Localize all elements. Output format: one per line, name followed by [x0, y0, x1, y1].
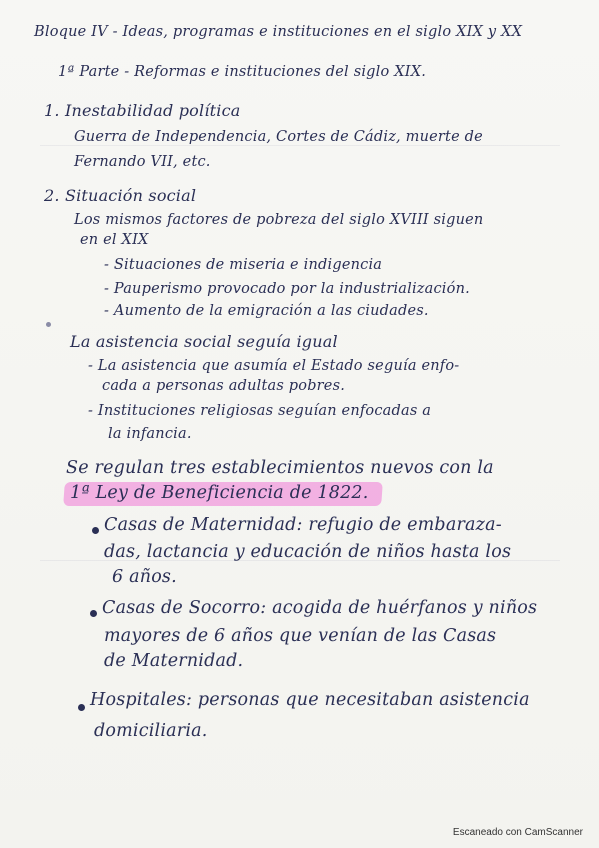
section3-intro: Se regulan tres establecimientos nuevos con la — [66, 458, 494, 478]
bullet-icon — [90, 610, 97, 617]
section1-line1: Guerra de Independencia, Cortes de Cádiz, muerte de — [74, 129, 483, 145]
section2-intro2: en el XIX — [80, 232, 149, 248]
asistencia-item1-line2: cada a personas adultas pobres. — [102, 378, 346, 394]
asistencia-item2-line1: - Instituciones religiosas seguían enfocadas a — [88, 403, 432, 419]
asistencia-item1-line1: - La asistencia que asumía el Estado seguía enfo- — [88, 358, 460, 374]
asistencia-item2-line2: la infancia. — [108, 426, 192, 442]
paper-shadow-line — [40, 145, 560, 146]
bullet3-line1: Hospitales: personas que necesitaban asistencia — [90, 690, 530, 710]
section1-heading: 1. Inestabilidad política — [44, 101, 241, 120]
bullet1-line1: Casas de Maternidad: refugio de embaraza- — [104, 515, 502, 535]
bullet2-line1: Casas de Socorro: acogida de huérfanos y niños — [102, 598, 538, 618]
section2-heading: 2. Situación social — [44, 186, 197, 205]
highlighted-law: 1ª Ley de Beneficiencia de 1822. — [70, 483, 369, 503]
bullet2-line2: mayores de 6 años que venían de las Casas — [104, 626, 497, 646]
bullet1-line2: das, lactancia y educación de niños hasta los — [104, 542, 512, 562]
margin-dot — [46, 322, 51, 327]
scanner-watermark: Escaneado con CamScanner — [452, 827, 583, 838]
section2-item: - Situaciones de miseria e indigencia — [104, 257, 383, 273]
bullet1-line3: 6 años. — [112, 567, 177, 587]
section1-line2: Fernando VII, etc. — [74, 154, 211, 170]
bullet-icon — [92, 527, 99, 534]
bullet-icon — [78, 704, 85, 711]
section2-item: - Pauperismo provocado por la industrialización. — [104, 281, 470, 297]
bullet2-line3: de Maternidad. — [104, 651, 244, 671]
bullet3-line2: domiciliaria. — [94, 721, 208, 741]
part-title: 1ª Parte - Reformas e instituciones del siglo XIX. — [58, 64, 427, 80]
page-title: Bloque IV - Ideas, programas e instituciones en el siglo XIX y XX — [34, 24, 523, 40]
section2-item: - Aumento de la emigración a las ciudades. — [104, 303, 429, 319]
asistencia-heading: La asistencia social seguía igual — [70, 332, 338, 351]
section2-intro1: Los mismos factores de pobreza del siglo XVIII siguen — [74, 212, 484, 228]
